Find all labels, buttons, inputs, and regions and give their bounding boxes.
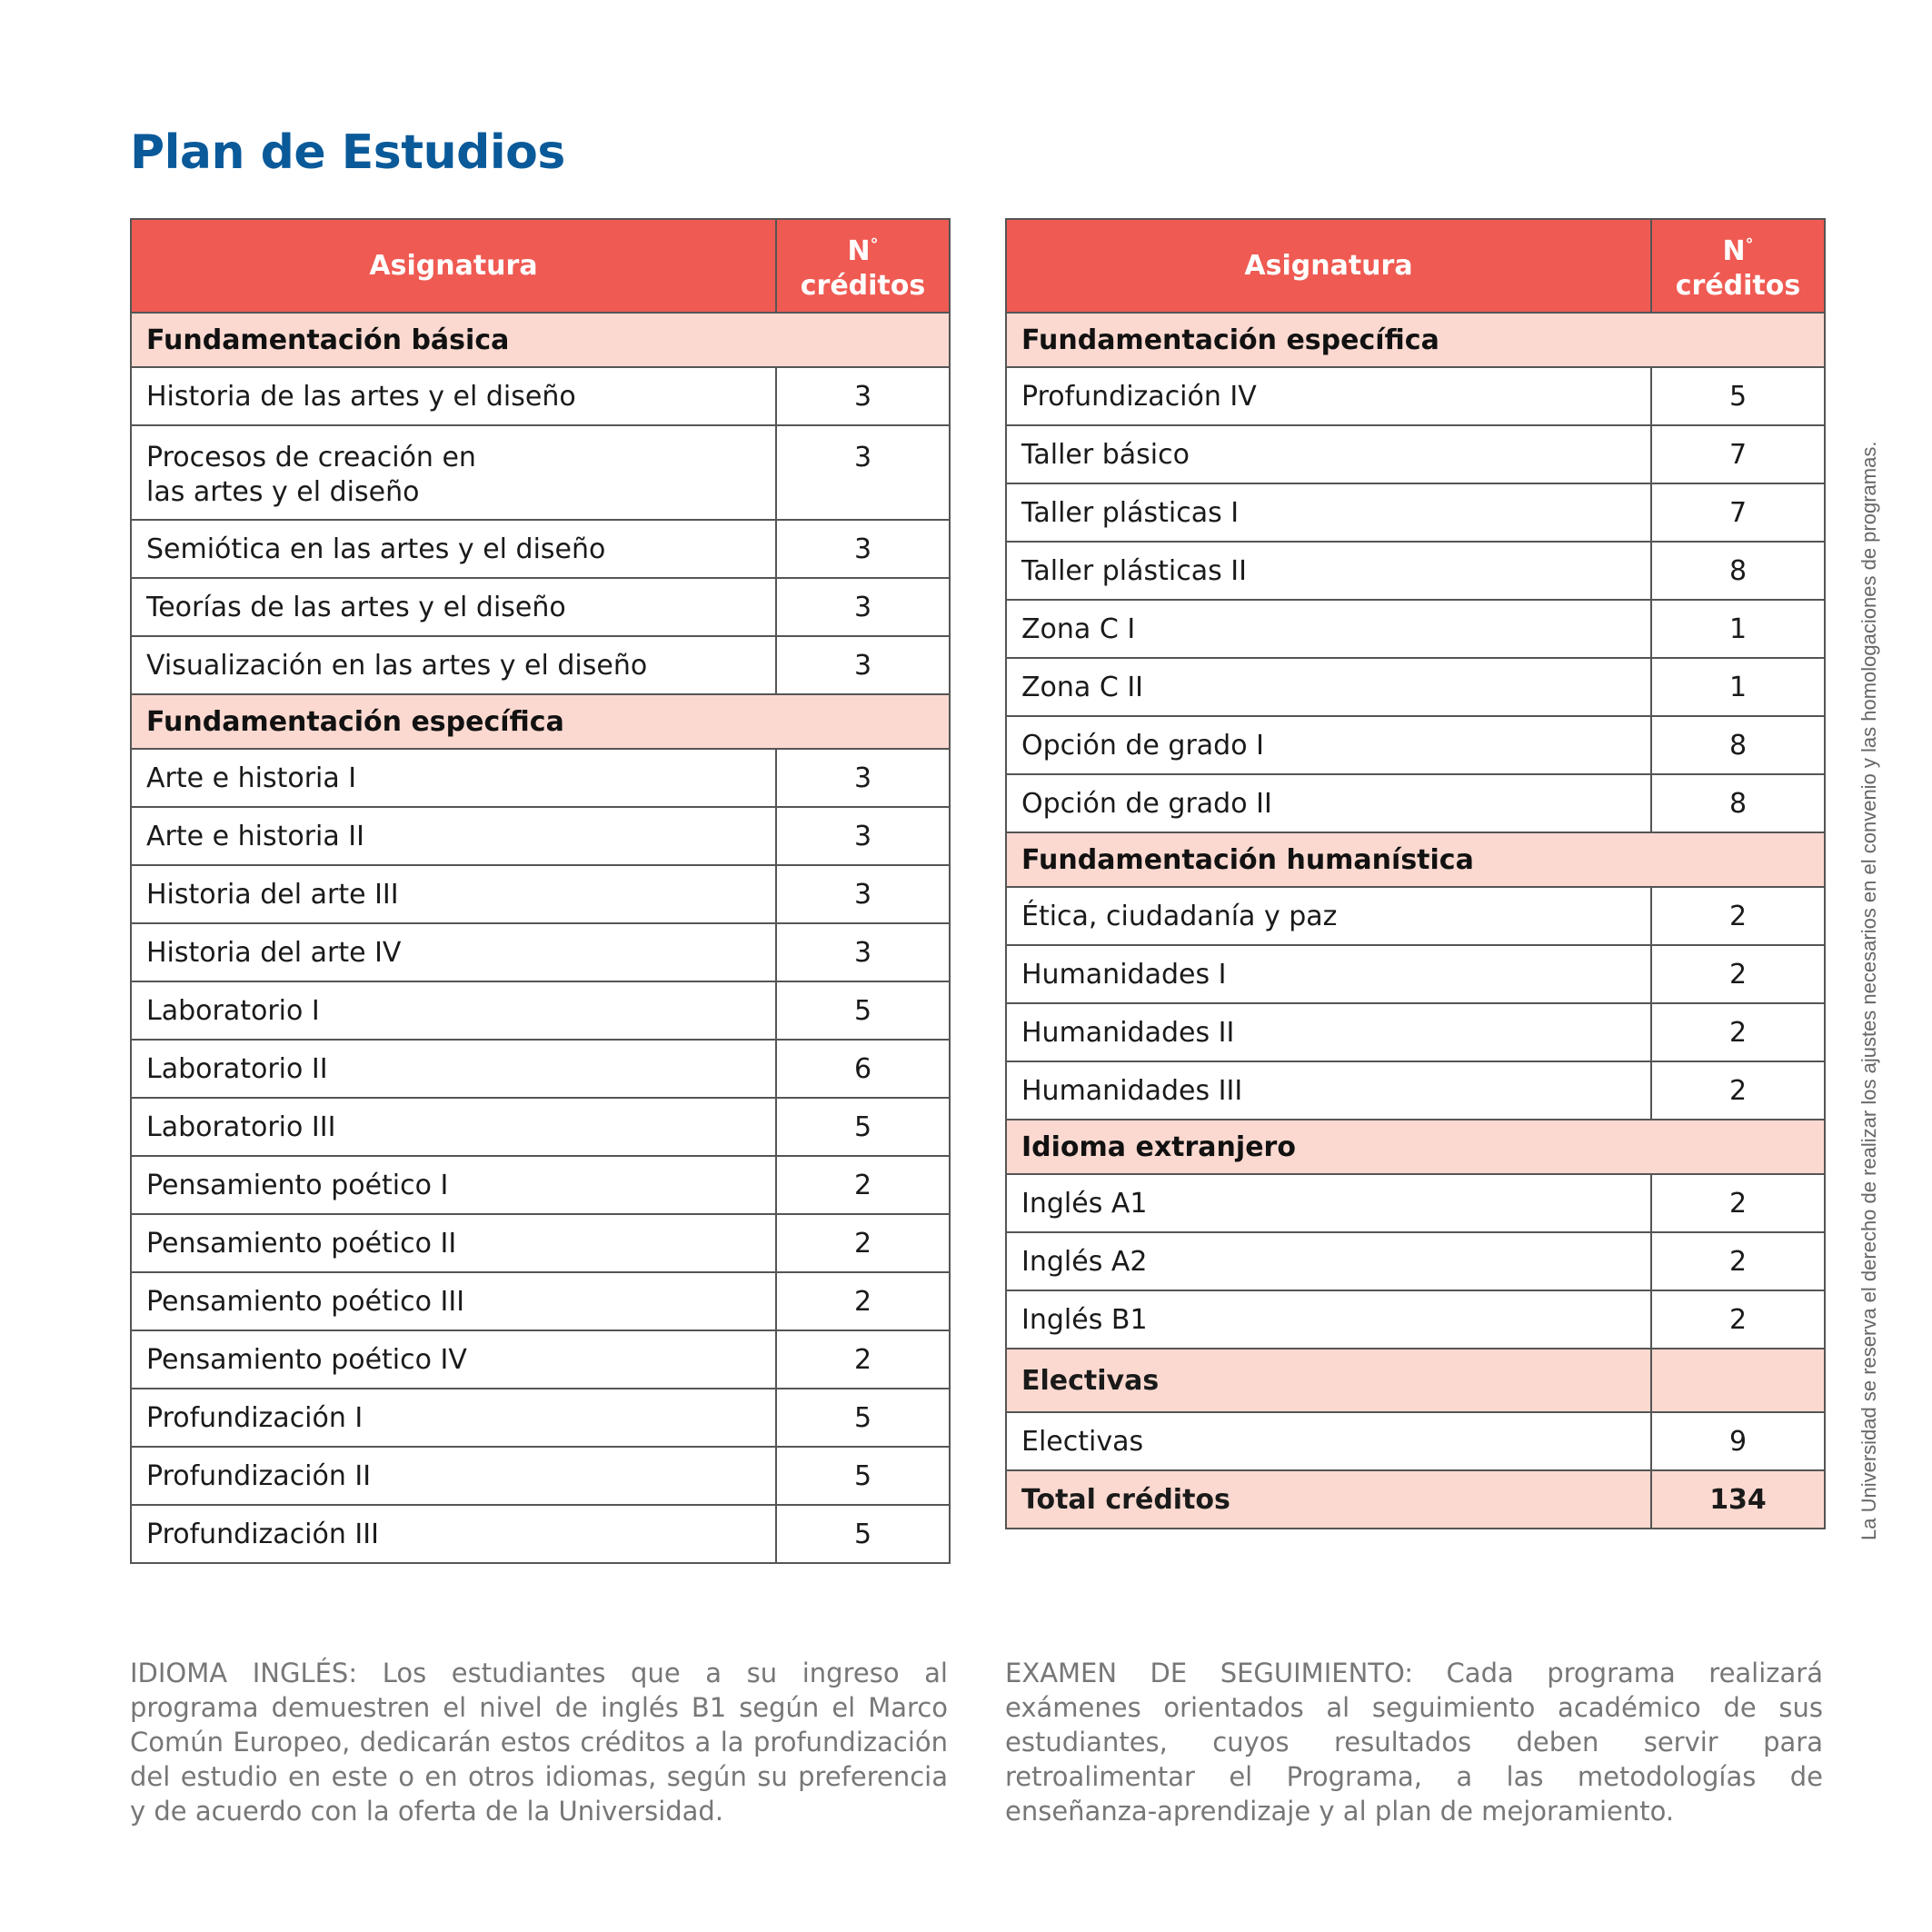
section-title: Fundamentación humanística [1006,832,1825,887]
subject-name: Historia del arte III [131,865,776,923]
subject-name: Opción de grado I [1006,716,1651,774]
section-header-row [131,694,950,749]
section-title: Electivas [1006,1349,1651,1412]
credits-value: 2 [1651,945,1825,1003]
table-row [131,1389,950,1447]
credits-value: 1 [1651,658,1825,716]
section-header-row [1006,1349,1825,1412]
subject-name: Profundización IV [1006,367,1651,425]
subject-name: Humanidades I [1006,945,1651,1003]
credits-value: 5 [776,1098,950,1156]
subject-name: Historia del arte IV [131,923,776,981]
table-row [1006,1290,1825,1349]
subject-name: Profundización II [131,1447,776,1505]
credits-value: 7 [1651,425,1825,483]
table-header-row [131,219,950,313]
credits-value: 5 [776,1389,950,1447]
section-header-row [1006,832,1825,887]
credits-value: 2 [1651,1232,1825,1290]
subject-name: Visualización en las artes y el diseño [131,636,776,694]
credits-value: 5 [776,1505,950,1563]
section-header-row [1006,1120,1825,1174]
table-row [131,636,950,694]
subject-name: Pensamiento poético IV [131,1330,776,1389]
subject-name: Ética, ciudadanía y paz [1006,887,1651,945]
subject-name: Pensamiento poético I [131,1156,776,1214]
credits-value: 2 [776,1272,950,1330]
curriculum-table-right [1005,218,1826,1529]
credits-value: 7 [1651,483,1825,542]
table-row [131,749,950,807]
credits-value: 2 [1651,1174,1825,1232]
credits-value: 3 [776,923,950,981]
section-title: Fundamentación básica [131,313,950,367]
credits-value: 3 [776,520,950,578]
table-row [1006,425,1825,483]
table-row [131,1505,950,1563]
table-row [131,923,950,981]
subject-name: Profundización I [131,1389,776,1447]
table-row [1006,1232,1825,1290]
table-header-row [1006,219,1825,313]
table-row [1006,1174,1825,1232]
total-label: Total créditos [1006,1470,1651,1529]
subject-column-header: Asignatura [131,219,776,313]
credits-value: 9 [1651,1412,1825,1470]
credits-value: 2 [776,1214,950,1272]
subject-name: Taller plásticas II [1006,542,1651,600]
credits-value: 6 [776,1040,950,1098]
credits-value: 3 [776,749,950,807]
subject-name: Zona C II [1006,658,1651,716]
table-row [1006,658,1825,716]
curriculum-table-left [130,218,951,1564]
side-disclaimer: La Universidad se reserva el derecho de realizar los ajustes necesarios en el convenio y las homologaciones de programas. [1857,441,1880,1540]
table-row [1006,887,1825,945]
table-row [1006,1412,1825,1470]
credits-value: 8 [1651,774,1825,832]
subject-name: Pensamiento poético II [131,1214,776,1272]
credits-value: 8 [1651,542,1825,600]
credits-value: 5 [1651,367,1825,425]
credits-value: 2 [1651,1290,1825,1349]
total-value: 134 [1651,1470,1825,1529]
table-row [1006,483,1825,542]
credits-value: 5 [776,1447,950,1505]
table-row [1006,1003,1825,1061]
table-row [131,1156,950,1214]
section-title: Fundamentación específica [1006,313,1825,367]
subject-name: Humanidades III [1006,1061,1651,1120]
table-row [1006,774,1825,832]
subject-name: Historia de las artes y el diseño [131,367,776,425]
credits-value: 3 [776,636,950,694]
subject-name: Electivas [1006,1412,1651,1470]
section-title: Fundamentación específica [131,694,950,749]
subject-name: Laboratorio I [131,981,776,1040]
subject-name: Laboratorio III [131,1098,776,1156]
total-row [1006,1470,1825,1529]
table-row [131,981,950,1040]
credits-value: 5 [776,981,950,1040]
table-row [131,1098,950,1156]
credits-value: 1 [1651,600,1825,658]
credits-value: 3 [776,807,950,865]
subject-name: Inglés B1 [1006,1290,1651,1349]
credits-value: 2 [1651,887,1825,945]
credits-value: 2 [776,1156,950,1214]
table-row [131,578,950,636]
table-row [131,807,950,865]
subject-column-header: Asignatura [1006,219,1651,313]
table-row [1006,1061,1825,1120]
table-row [131,865,950,923]
section-header-row [1006,313,1825,367]
note-idioma-ingles: IDIOMA INGLÉS: Los estudiantes que a su ingreso al programa demuestren el nivel de inglés B1 según el Marco Común Europeo, dedicarán estos créditos a la profundización del estudio en este o en otros idiomas, según su preferencia y de acuerdo con la oferta de la Universidad. [130,1658,948,1827]
table-row [1006,945,1825,1003]
section-credits-empty [1651,1349,1825,1412]
subject-name: Zona C I [1006,600,1651,658]
table-row [1006,600,1825,658]
credits-value: 3 [776,425,950,520]
page-title: Plan de Estudios [130,125,565,180]
subject-name: Arte e historia I [131,749,776,807]
note-examen-seguimiento: EXAMEN DE SEGUIMIENTO: Cada programa realizará exámenes orientados al seguimiento académico de sus estudiantes, cuyos resultados deben servir para retroalimentar el Programa, a las metodologías de enseñanza-aprendizaje y al plan de mejoramiento. [1005,1658,1823,1827]
table-row [1006,367,1825,425]
table-row [131,520,950,578]
subject-name: Profundización III [131,1505,776,1563]
table-row [1006,716,1825,774]
table-row [131,1447,950,1505]
credits-column-header: N° créditos [1651,219,1825,313]
subject-name: Taller plásticas I [1006,483,1651,542]
credits-value: 2 [1651,1061,1825,1120]
credits-value: 2 [776,1330,950,1389]
table-row [131,1040,950,1098]
subject-name: Procesos de creación en las artes y el diseño [131,425,776,520]
table-row [131,1272,950,1330]
table-row [131,1330,950,1389]
credits-value: 3 [776,367,950,425]
subject-name: Laboratorio II [131,1040,776,1098]
credits-value: 2 [1651,1003,1825,1061]
subject-name: Pensamiento poético III [131,1272,776,1330]
subject-name: Inglés A2 [1006,1232,1651,1290]
table-row [131,1214,950,1272]
subject-name: Opción de grado II [1006,774,1651,832]
section-title: Idioma extranjero [1006,1120,1825,1174]
subject-name: Humanidades II [1006,1003,1651,1061]
subject-name: Teorías de las artes y el diseño [131,578,776,636]
subject-name: Inglés A1 [1006,1174,1651,1232]
table-row [131,425,950,520]
table-row [1006,542,1825,600]
table-row [131,367,950,425]
subject-name: Taller básico [1006,425,1651,483]
subject-name: Arte e historia II [131,807,776,865]
credits-column-header: N° créditos [776,219,950,313]
credits-value: 3 [776,865,950,923]
credits-value: 3 [776,578,950,636]
credits-value: 8 [1651,716,1825,774]
section-header-row [131,313,950,367]
subject-name: Semiótica en las artes y el diseño [131,520,776,578]
